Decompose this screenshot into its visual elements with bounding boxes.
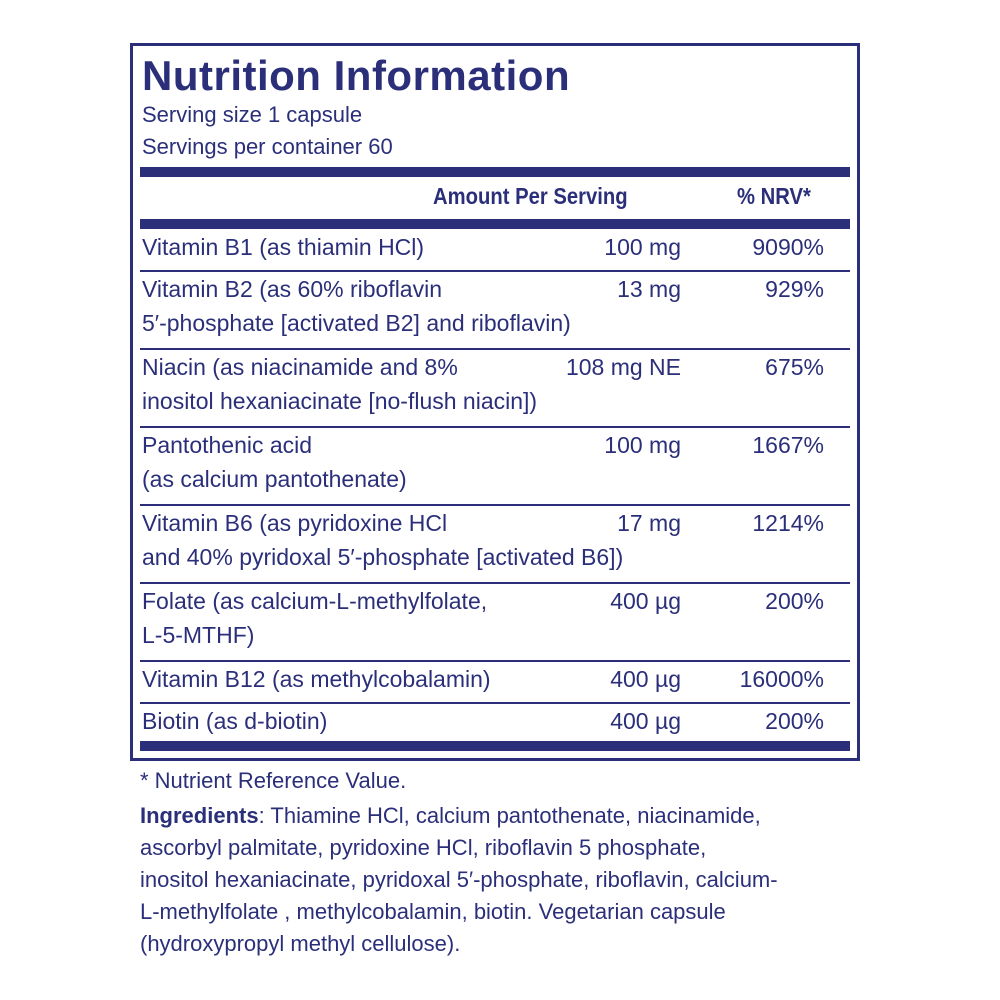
nutrient-amount: 400 µg [610, 666, 681, 692]
nutrient-nrv: 929% [765, 276, 824, 302]
nutrient-name-line: Folate (as calcium-L-methylfolate, [142, 588, 488, 614]
nutrient-row [140, 584, 850, 662]
nutrient-name [142, 704, 327, 738]
nutrient-row [140, 506, 850, 584]
serving-size: Serving size 1 capsule [142, 102, 363, 127]
ingredients-line-5: (hydroxypropyl methyl cellulose). [140, 931, 461, 956]
nutrient-name-line: L-5-MTHF) [142, 622, 255, 648]
nutrient-name-line: and 40% pyridoxal 5′-phosphate [activated B6]) [142, 544, 624, 570]
nrv-header: % NRV* [737, 183, 811, 209]
nutrient-row [140, 230, 850, 272]
nutrient-row [140, 350, 850, 428]
ingredients-block [140, 800, 860, 960]
ingredients-line-4: L-methylfolate , methylcobalamin, biotin. Vegetarian capsule [140, 899, 726, 924]
nutrient-row [140, 428, 850, 506]
nutrient-nrv: 675% [765, 354, 824, 380]
nutrient-row [140, 704, 850, 744]
ingredients-line-2: ascorbyl palmitate, pyridoxine HCl, riboflavin 5 phosphate, [140, 835, 707, 860]
nutrition-panel [130, 43, 860, 761]
nutrient-nrv: 16000% [739, 666, 824, 692]
ingredients-text: : Thiamine HCl, calcium pantothenate, niacinamide, [258, 803, 761, 828]
nutrient-name [142, 428, 407, 496]
nutrient-amount: 17 mg [617, 510, 681, 536]
amount-per-serving-header: Amount Per Serving [433, 183, 628, 209]
ingredients-line-3: inositol hexaniacinate, pyridoxal 5′-phosphate, riboflavin, calcium- [140, 867, 778, 892]
ingredients-line-1 [140, 800, 860, 832]
nrv-footnote: * Nutrient Reference Value. [140, 768, 407, 793]
nutrient-amount: 100 mg [604, 234, 681, 260]
table-bottom-bar [140, 741, 850, 751]
nutrient-amount: 13 mg [617, 276, 681, 302]
nutrient-name [142, 662, 491, 696]
panel-title: Nutrition Information [142, 52, 571, 99]
nutrient-nrv: 200% [765, 708, 824, 734]
nutrient-name [142, 584, 487, 652]
nutrient-nrv: 9090% [752, 234, 824, 260]
nutrient-name-line: Vitamin B2 (as 60% riboflavin [142, 276, 442, 302]
nutrient-nrv: 1214% [752, 510, 824, 536]
nutrient-name [142, 272, 571, 340]
nutrient-row [140, 272, 850, 350]
nutrient-name-line: Biotin (as d-biotin) [142, 708, 328, 734]
nutrient-name-line: Vitamin B6 (as pyridoxine HCl [142, 510, 448, 536]
nutrient-name-line: (as calcium pantothenate) [142, 466, 407, 492]
ingredients-label: Ingredients [140, 803, 259, 828]
nutrient-name-line: inositol hexaniacinate [no-flush niacin]) [142, 388, 538, 414]
nutrient-name [142, 506, 623, 574]
nutrient-name-line: 5′-phosphate [activated B2] and riboflavin) [142, 310, 571, 336]
nutrient-name-line: Niacin (as niacinamide and 8% [142, 354, 458, 380]
nutrient-name-line: Vitamin B12 (as methylcobalamin) [142, 666, 491, 692]
nutrient-nrv: 200% [765, 588, 824, 614]
nutrient-name-line: Pantothenic acid [142, 432, 313, 458]
header-top-bar [140, 167, 850, 177]
nutrient-name [142, 350, 537, 418]
nutrient-amount: 108 mg NE [565, 354, 681, 380]
nutrient-name-line: Vitamin B1 (as thiamin HCl) [142, 234, 425, 260]
nutrient-name [142, 230, 424, 264]
nutrient-nrv: 1667% [752, 432, 824, 458]
nutrient-amount: 100 mg [604, 432, 681, 458]
nutrient-amount: 400 µg [610, 588, 681, 614]
nutrient-row [140, 662, 850, 704]
servings-per-container: Servings per container 60 [142, 134, 393, 159]
nutrient-amount: 400 µg [610, 708, 681, 734]
header-bottom-bar [140, 219, 850, 229]
